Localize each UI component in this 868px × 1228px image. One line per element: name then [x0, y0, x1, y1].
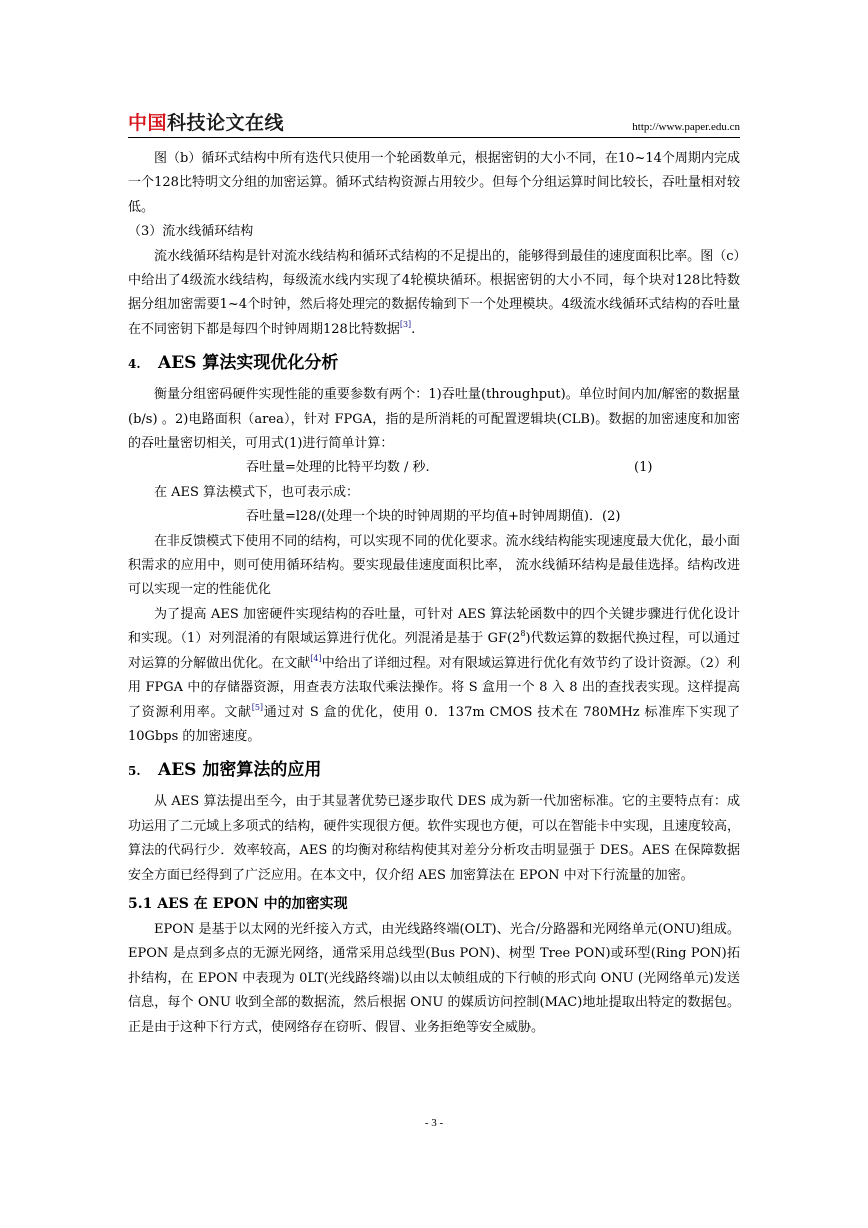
section-4-heading — [128, 350, 740, 377]
equation-1 — [128, 456, 740, 480]
logo-dark-text: 科技论文在线 — [167, 112, 285, 134]
paragraph-pipeline-loop — [128, 245, 740, 343]
section-4-title: AES 算法实现优化分析 — [158, 353, 339, 374]
paragraph-performance-params: 衡量分组密码硬件实现性能的重要参数有两个：1)吞吐量(throughput)。单位时间内加/解密的数据量(b/s) 。2)电路面积（area），针对 FPGA，指的是所消耗的可配置逻辑块(CLB)。数据的加密速度和加密的吞吐量密切相关，可用式(1)进行简单计算： — [128, 387, 740, 452]
equation-1-text: 吞吐量=处理的比特平均数 / 秒. — [246, 460, 430, 476]
section-5-title: AES 加密算法的应用 — [158, 760, 322, 781]
para6-c: 中给出了详细过程。对有限域运算进行优化有效节约了设计资源。（2）利用 FPGA 中的存储器资源，用查表方法取代乘法操作。将 S 盒用一个 8 入 8 出的查找表实现。这样提高了资源利用率。文献 — [128, 655, 740, 720]
paragraph-cyclic-structure: 图（b）循环式结构中所有迭代只使用一个轮函数单元，根据密钥的大小不同，在10~14个周期内完成一个128比特明文分组的加密运算。循环式结构资源占用较少。但每个分组运算时间比较长，吞吐量相对较低。 — [128, 151, 740, 215]
para6-b: )代数运算的数据代换过程，可以通过对运算的分解做出优化。在文献 — [128, 631, 740, 671]
paragraph-aes-applications: 从 AES 算法提出至今，由于其显著优势已逐步取代 DES 成为新一代加密标准。它的主要特点有：成功运用了二元域上多项式的结构，硬件实现很方便。软件实现也方便，可以在智能卡中实现，且速度较高，算法的代码行少．效率较高，AES 的均衡对称结构使其对差分分析攻击明显强于 DES。AES 在保障数据安全方面已经得到了广泛应用。在本文中，仅介绍 AES 加密算法在 EPON 中对下行流量的加密。 — [128, 794, 740, 883]
header-rule — [128, 137, 740, 138]
page-body — [128, 147, 740, 1040]
equation-1-number: (1) — [634, 460, 653, 476]
paragraph-throughput-optimization — [128, 603, 740, 749]
header-url[interactable]: http://www.paper.edu.cn — [632, 121, 740, 133]
superscript-8: 8 — [520, 629, 526, 639]
logo-red-text: 中国 — [128, 112, 168, 134]
paragraph-pipeline-text: 流水线循环结构是针对流水线结构和循环式结构的不足提出的，能够得到最佳的速度面积比率。图（c）中给出了4级流水线结构，每级流水线内实现了4轮模块循环。根据密钥的大小不同，每个块对128比特数据分组加密需要1~4个时钟，然后将处理完的数据传输到下一个处理模块。4级流水线循环式结构的吞吐量在不同密钥下都是每四个时钟周期128比特数据 — [128, 248, 740, 337]
para6-a: 为了提高 AES 加密硬件实现结构的吞吐量，可针对 AES 算法轮函数中的四个关键步骤进行优化设计和实现。（1）对列混淆的有限域运算进行优化。列混淆是基于 GF(2 — [128, 606, 740, 647]
equation-2-text: 吞吐量=l28/(处理一个块的时钟周期的平均值+时钟周期值)．(2) — [246, 509, 621, 525]
section-5-heading — [128, 757, 740, 784]
page-number: - 3 - — [424, 1117, 444, 1129]
citation-5[interactable]: [5] — [251, 702, 264, 712]
section-5-number: 5. — [128, 764, 141, 779]
citation-3[interactable]: [3] — [399, 319, 412, 329]
equation-2 — [128, 505, 740, 529]
page-header — [128, 108, 740, 138]
subheading-pipeline-loop: （3）流水线循环结构 — [128, 224, 254, 240]
citation-4[interactable]: [4] — [310, 653, 322, 663]
logo — [128, 108, 284, 135]
paragraph-epon: EPON 是基于以太网的光纤接入方式，由光线路终端(OLT)、光合/分路器和光网络单元(ONU)组成。EPON 是点到多点的无源光网络，通常采用总线型(Bus PON)、树型 Tree PON)或环型(Ring PON)拓扑结构，在 EPON 中表现为 0LT(光线路终端)以由以太帧组成的下行帧的形式向 ONU (光网络单元)发送信息，每个 ONU 收到全部的数据流，然后根据 ONU 的媒质访问控制(MAC)地址提取出特定的数据包。正是由于这种下行方式，使网络存在窃听、假冒、业务拒绝等安全威胁。 — [128, 921, 740, 1035]
section-4-number: 4. — [128, 357, 141, 372]
section-5-1-heading: 5.1 AES 在 EPON 中的加密实现 — [128, 895, 348, 912]
paragraph-aes-mode: 在 AES 算法模式下，也可表示成： — [154, 484, 360, 500]
paragraph-non-feedback: 在非反馈模式下使用不同的结构，可以实现不同的优化要求。流水线结构能实现速度最大优化，最小面积需求的应用中，则可使用循环结构。要实现最佳速度面积比率， 流水线循环结构是最佳选择。结构改进可以实现一定的性能优化 — [128, 533, 740, 598]
paragraph-pipeline-end: . — [411, 321, 416, 337]
para6-d: 通过对 S 盒的优化，使用 0．137m CMOS 技术在 780MHz 标准库下实现了 10Gbps 的加密速度。 — [128, 704, 740, 744]
